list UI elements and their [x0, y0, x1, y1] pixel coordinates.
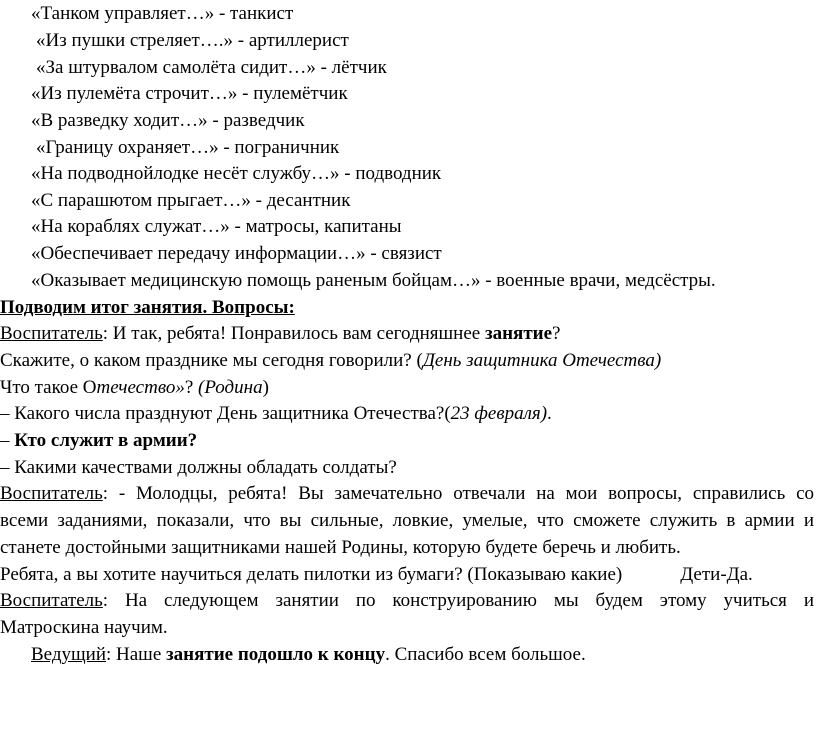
line-text: : Наше [106, 644, 166, 665]
list-item: «Оказывает медицинскую помощь раненым бойцам…» - военные врачи, медсёстры. [31, 270, 716, 291]
question-text: ) [262, 377, 269, 398]
question-text: . [547, 403, 552, 424]
speaker-label: Воспитатель [0, 483, 103, 504]
teacher-question-line [0, 321, 560, 347]
next-lesson-line-2: Матроскина научим. [0, 617, 168, 638]
question-text: Скажите, о каком празднике мы сегодня говорили? ( [0, 350, 423, 371]
speaker-label: Воспитатель [0, 323, 103, 344]
children-answer: Дети-Да. [680, 564, 753, 585]
list-item: «На кораблях служат…» - матросы, капитаны [31, 216, 402, 237]
bold-text: занятие подошло к концу [166, 644, 386, 665]
list-item: «Танком управляет…» - танкист [31, 3, 294, 24]
question-text: ? [184, 377, 199, 398]
next-lesson-line-1 [0, 588, 814, 614]
summary-heading: Подводим итог занятия. Вопросы: [0, 297, 295, 318]
italic-text: течество» [96, 377, 185, 398]
bold-text: Кто служит в армии? [14, 430, 198, 451]
question-who-serves [0, 428, 197, 454]
question-text: – Какого числа празднуют День защитника Отечества?( [0, 403, 451, 424]
line-text: . Спасибо всем большое. [385, 644, 586, 665]
teacher-praise-line-1 [0, 481, 814, 507]
list-item: «За штурвалом самолёта сидит…» - лётчик [36, 57, 387, 78]
list-item: «В разведку ходит…» - разведчик [31, 110, 305, 131]
answer-text: День защитника Отечества) [422, 350, 662, 371]
list-item: «На подводнойлодке несёт службу…» - подводник [31, 163, 442, 184]
paper-hats-line [0, 562, 753, 588]
question-text: Что такое О [0, 377, 97, 398]
question-text: – [0, 430, 15, 451]
answer-text: (Родина [198, 377, 263, 398]
host-closing-line [31, 642, 586, 668]
question-date [0, 401, 552, 427]
question-fatherland [0, 375, 269, 401]
teacher-praise-line-2: всеми заданиями, показали, что вы сильные, ловкие, умелые, что сможете служить в армии и [0, 510, 814, 531]
list-item: «С парашютом прыгает…» - десантник [31, 190, 351, 211]
list-item: «Обеспечивает передачу информации…» - связист [31, 243, 442, 264]
speaker-label: Воспитатель [0, 590, 103, 611]
bold-text: занятие [484, 323, 553, 344]
line-text: : И так, ребята! Понравилось вам сегодняшнее [102, 323, 485, 344]
answer-text: 23 февраля) [450, 403, 548, 424]
list-item: «Из пулемёта строчит…» - пулемётчик [31, 83, 348, 104]
question-qualities: – Какими качествами должны обладать солдаты? [0, 457, 397, 478]
list-item: «Границу охраняет…» - пограничник [36, 137, 340, 158]
speaker-label: Ведущий [31, 644, 106, 665]
line-text: ? [552, 323, 561, 344]
question-holiday [0, 348, 661, 374]
list-item: «Из пушки стреляет….» - артиллерист [36, 30, 349, 51]
line-text: : - Молодцы, ребята! Вы замечательно отвечали на мои вопросы, справились со [102, 483, 814, 504]
line-text: : На следующем занятии по конструированию мы будем этому учиться и [102, 590, 814, 611]
teacher-praise-line-3: станете достойными защитниками нашей Родины, которую будете беречь и любить. [0, 537, 681, 558]
line-text: Ребята, а вы хотите научиться делать пилотки из бумаги? (Показываю какие) [0, 564, 623, 585]
